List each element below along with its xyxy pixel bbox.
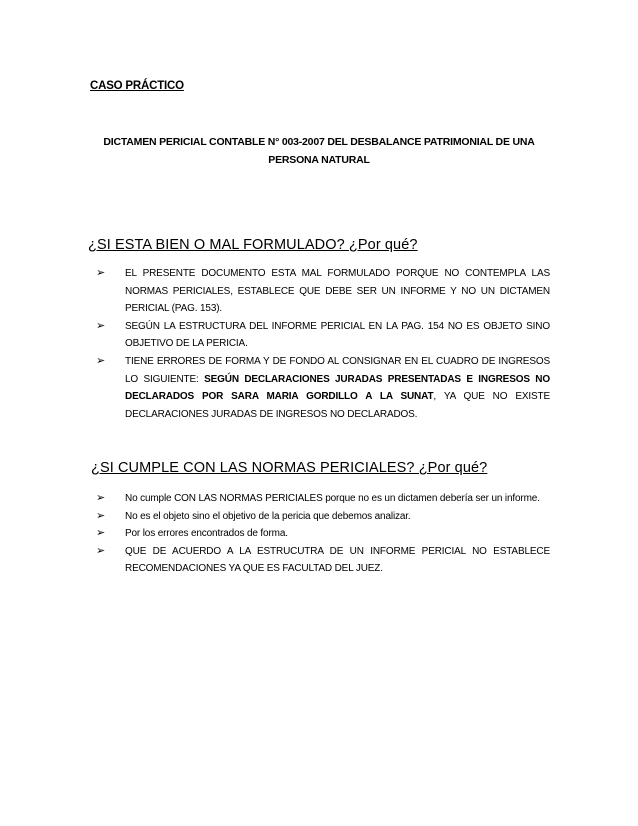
section-2-heading: ¿SI CUMPLE CON LAS NORMAS PERICIALES? ¿Por qué? [91, 460, 488, 476]
list-item-bold-text: SEGÚN DECLARACIONES JURADAS PRESENTADAS E INGRESOS NO DECLARADOS POR SARA MARIA GORDILLO A LA SUNAT [125, 373, 550, 403]
list-item-text: No cumple CON LAS NORMAS PERICIALES porque no es un dictamen debería ser un informe. [125, 493, 540, 504]
list-item-text: No es el objeto sino el objetivo de la pericia que debemos analizar. [125, 510, 411, 522]
list-item [96, 265, 550, 318]
document-title-line-2: PERSONA NATURAL [268, 154, 370, 166]
list-item-text: TIENE ERRORES DE FORMA Y DE FONDO AL CONSIGNAR EN EL CUADRO DE INGRESOS LO SIGUIENTE: [125, 355, 550, 385]
arrow-bullet-icon: ➢ [96, 544, 106, 557]
list-item [96, 353, 550, 423]
list-item-text: Por los errores encontrados de forma. [125, 528, 288, 540]
arrow-bullet-icon: ➢ [96, 527, 106, 540]
list-item [96, 543, 550, 578]
arrow-bullet-icon: ➢ [96, 319, 106, 332]
section-1-heading: ¿SI ESTA BIEN O MAL FORMULADO? ¿Por qué? [88, 237, 418, 253]
section-2-list [96, 490, 550, 578]
list-item [96, 508, 550, 526]
list-item-text: , YA QUE NO EXISTE DECLARACIONES JURADAS DE INGRESOS NO DECLARADOS. [125, 391, 550, 420]
document-title [90, 133, 548, 169]
arrow-bullet-icon: ➢ [96, 492, 106, 504]
list-item-text: EL PRESENTE DOCUMENTO ESTA MAL FORMULADO PORQUE NO CONTEMPLA LAS NORMAS PERICIALES, ESTABLECE QUE DEBE SER UN INFORME Y NO UN DICTAMEN PERICIAL (PAG. 153). [125, 268, 550, 315]
list-item [96, 525, 550, 543]
document-title-line-1: DICTAMEN PERICIAL CONTABLE N° 003-2007 DEL DESBALANCE PATRIMONIAL DE UNA [103, 136, 535, 148]
case-title: CASO PRÁCTICO [90, 80, 184, 92]
arrow-bullet-icon: ➢ [96, 354, 106, 367]
section-1-list [96, 265, 550, 423]
list-item-text: SEGÚN LA ESTRUCTURA DEL INFORME PERICIAL EN LA PAG. 154 NO ES OBJETO SINO OBJETIVO DE LA PERICIA. [125, 320, 550, 350]
list-item [96, 490, 550, 508]
list-item [96, 318, 550, 353]
arrow-bullet-icon: ➢ [96, 509, 106, 522]
arrow-bullet-icon: ➢ [96, 267, 106, 279]
list-item-text: QUE DE ACUERDO A LA ESTRUCUTRA DE UN INFORME PERICIAL NO ESTABLECE RECOMENDACIONES YA QUE ES FACULTAD DEL JUEZ. [125, 545, 550, 575]
